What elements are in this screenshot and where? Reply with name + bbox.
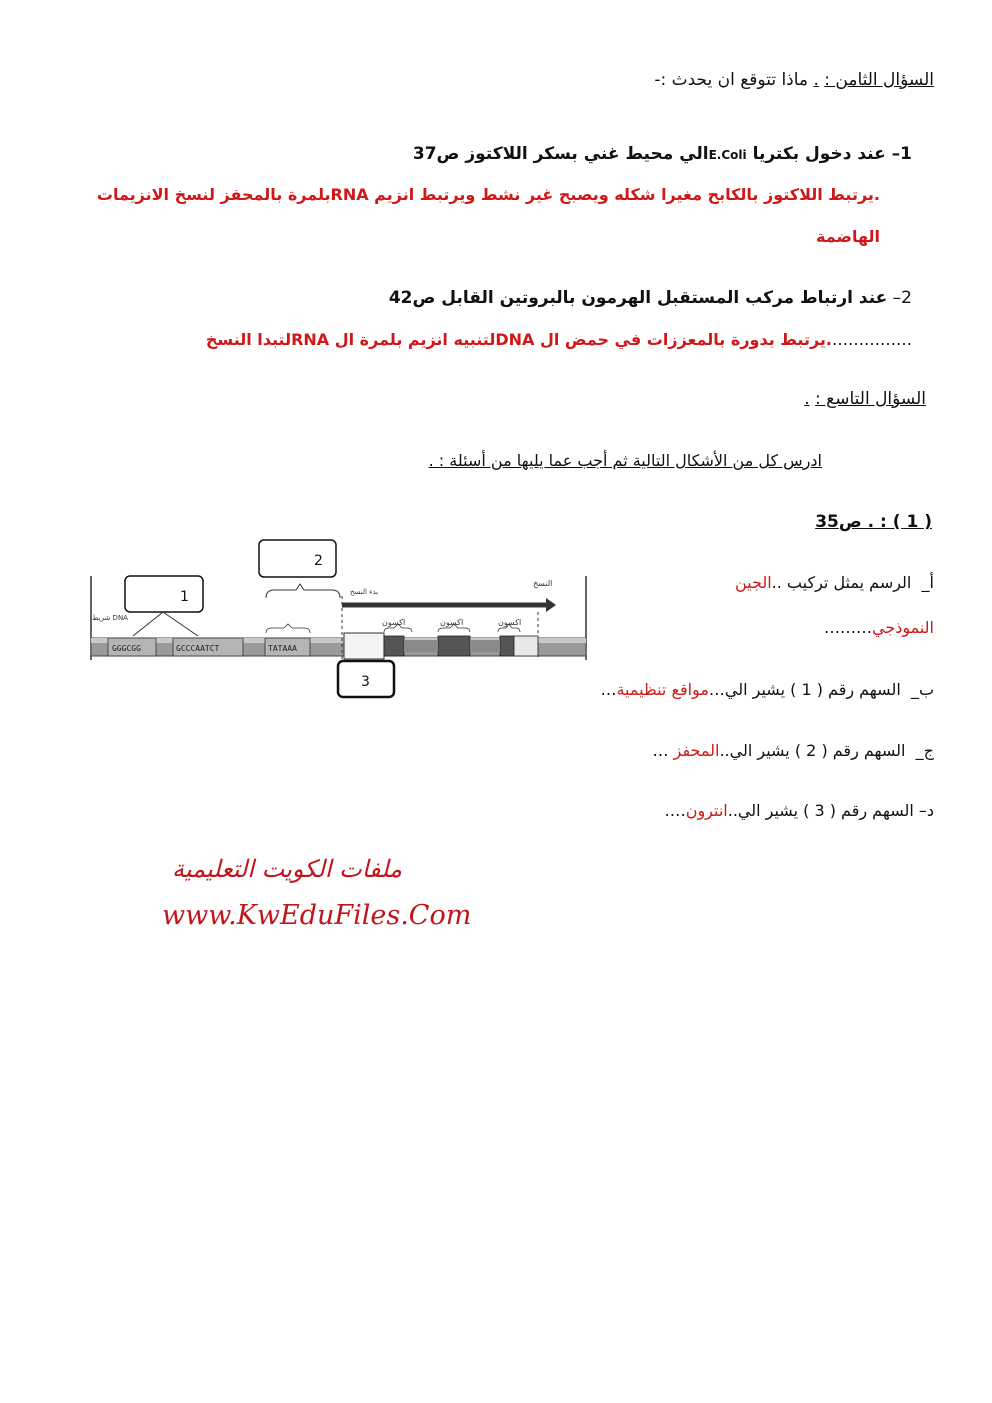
gene-diagram [88,536,590,702]
seq1-label: GGGCGG [112,644,141,653]
q8-item1-answer-line2: الهاضمة [816,227,880,246]
intron-block [344,633,384,659]
label-box-1 [125,576,203,612]
watermark-url: www.KwEduFiles.Com [162,900,472,931]
exon-label-3: اكسون [498,618,522,627]
start-label: بدء النسخ [350,588,379,596]
q9-c: ج_ السهم رقم ( 2 ) يشير الي..المحفز … [652,741,934,760]
direction-label: النسخ [533,579,553,588]
q9-a-line2: النموذجي……… [823,618,934,637]
q8-item2: 2– عند ارتباط مركب المستقبل الهرمون بالبروتين القابل ص42 [388,288,912,308]
label-box-2-number: 2 [314,553,323,569]
seq3-label: TATAAA [268,644,297,653]
exon-label-1: اكسون [382,618,406,627]
q8-title: السؤال الثامن : . ماذا تتوقع ان يحدث :- [654,70,934,90]
q8-item1-answer-line1: .يرتبط اللاكتوز بالكابح مغيرا شكله ويصبح غير نشط ويرتبط انزيم RNAبلمرة بالمحفز لنسخ الانزيمات [96,185,880,204]
label-box-3-number: 3 [361,674,370,690]
seq2-label: GCCCAATCT [176,644,220,653]
q9-title: السؤال التاسع : . [804,389,926,409]
q9-figure-ref: ( 1 ) : . ص35 [815,512,932,532]
watermark-arabic: ملفات الكويت التعليمية [172,855,402,883]
q9-d: د– السهم رقم ( 3 ) يشير الي..انترون…. [664,801,934,820]
q8-item2-answer: …………….يرتبط بدورة بالمعززات في حمض ال DNAلتنبيه انزيم بلمرة ال RNAلتبدا النسخ [205,330,912,349]
q9-instruction: ادرس كل من الأشكال التالية ثم أجب عما يليها من أسئلة : . [428,451,822,470]
q9-a-line1: أ_ الرسم يمثل تركيب ..الجين [735,573,934,592]
label-box-2 [259,540,336,577]
strand-label: شريط DNA [92,614,128,622]
exon-label-2: اكسون [440,618,464,627]
label-box-1-number: 1 [180,589,189,605]
q8-item1: 1– عند دخول بكتريا E.Coliالي محيط غني بسكر اللاكتوز ص37 [412,144,912,164]
q9-b: ب_ السهم رقم ( 1 ) يشير الي…مواقع تنظيمية… [600,680,934,699]
